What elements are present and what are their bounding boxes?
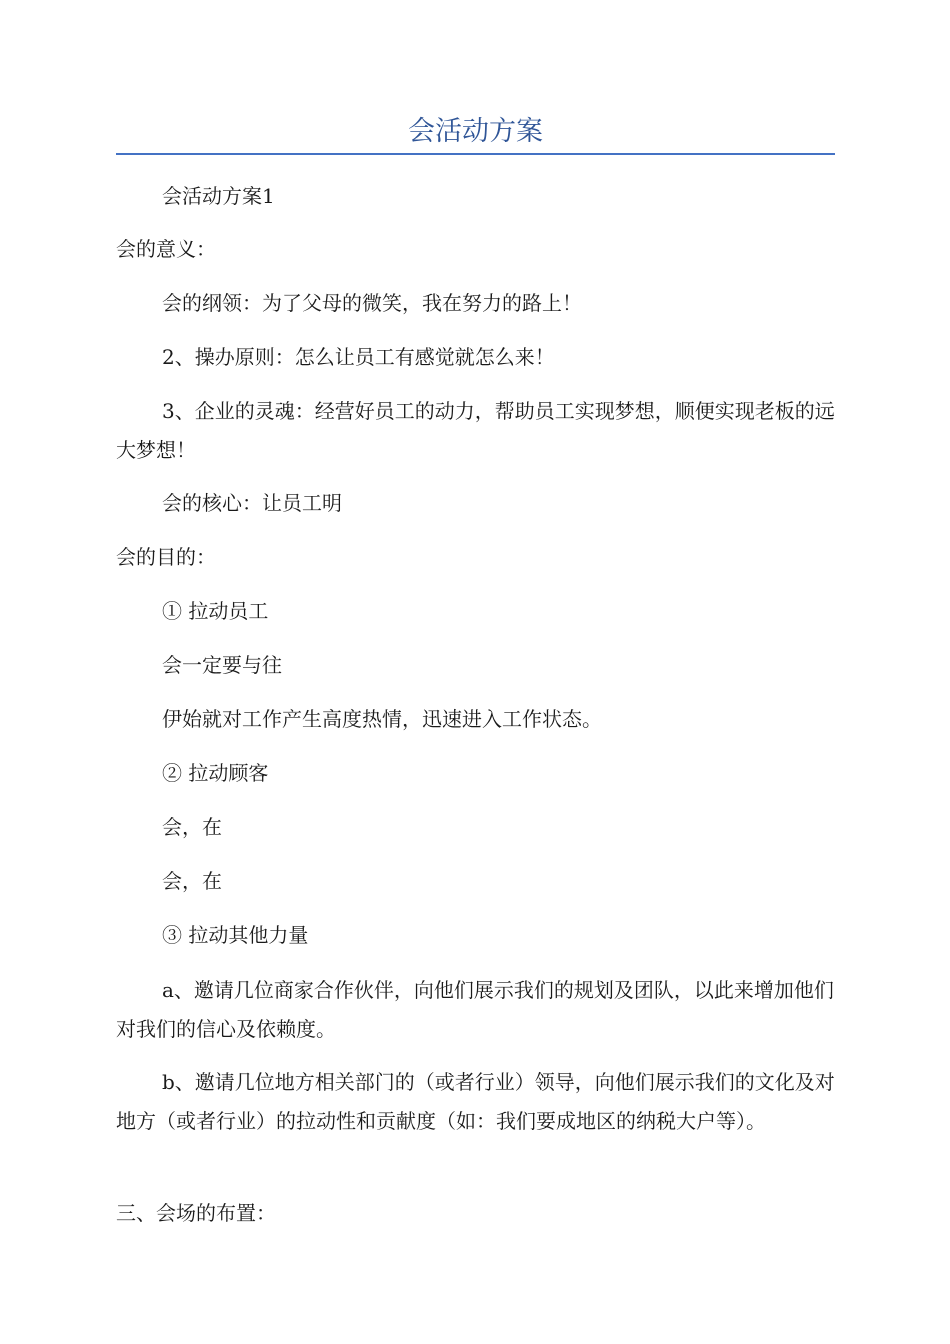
paragraph-core: 会的核心：让员工明 [162,491,342,515]
document-title: 会活动方案 [408,116,543,147]
paragraph-heading-meaning: 会的意义： [116,237,216,261]
list-item-other-forces: ③ 拉动其他力量 [162,923,309,947]
paragraph-heading-purpose: 会的目的： [116,545,216,569]
paragraph-motto: 会的纲领：为了父母的微笑，我在努力的路上！ [162,291,582,315]
paragraph-text: 会，在 [162,869,222,893]
list-item-employees: ① 拉动员工 [162,599,269,623]
paragraph-principle: 2、操办原则：怎么让员工有感觉就怎么来！ [162,345,555,369]
title-divider [116,153,835,155]
paragraph-text: 会，在 [162,815,222,839]
paragraph-text: 会一定要与往 [162,653,282,677]
list-item-customers: ② 拉动顾客 [162,761,269,785]
paragraph-heading-venue: 三、会场的布置： [116,1201,276,1225]
paragraph-item-a: a、邀请几位商家合作伙伴，向他们展示我们的规划及团队，以此来增加他们对我们的信心及依赖度。 [116,978,834,1041]
paragraph-soul: 3、企业的灵魂：经营好员工的动力，帮助员工实现梦想，顺便实现老板的远大梦想！ [116,399,835,462]
paragraph-item-b: b、邀请几位地方相关部门的（或者行业）领导，向他们展示我们的文化及对地方（或者行业）的拉动性和贡献度（如：我们要成地区的纳税大户等）。 [116,1070,835,1133]
paragraph-subtitle: 会活动方案1 [162,184,275,208]
paragraph-text: 伊始就对工作产生高度热情，迅速进入工作状态。 [162,707,602,731]
